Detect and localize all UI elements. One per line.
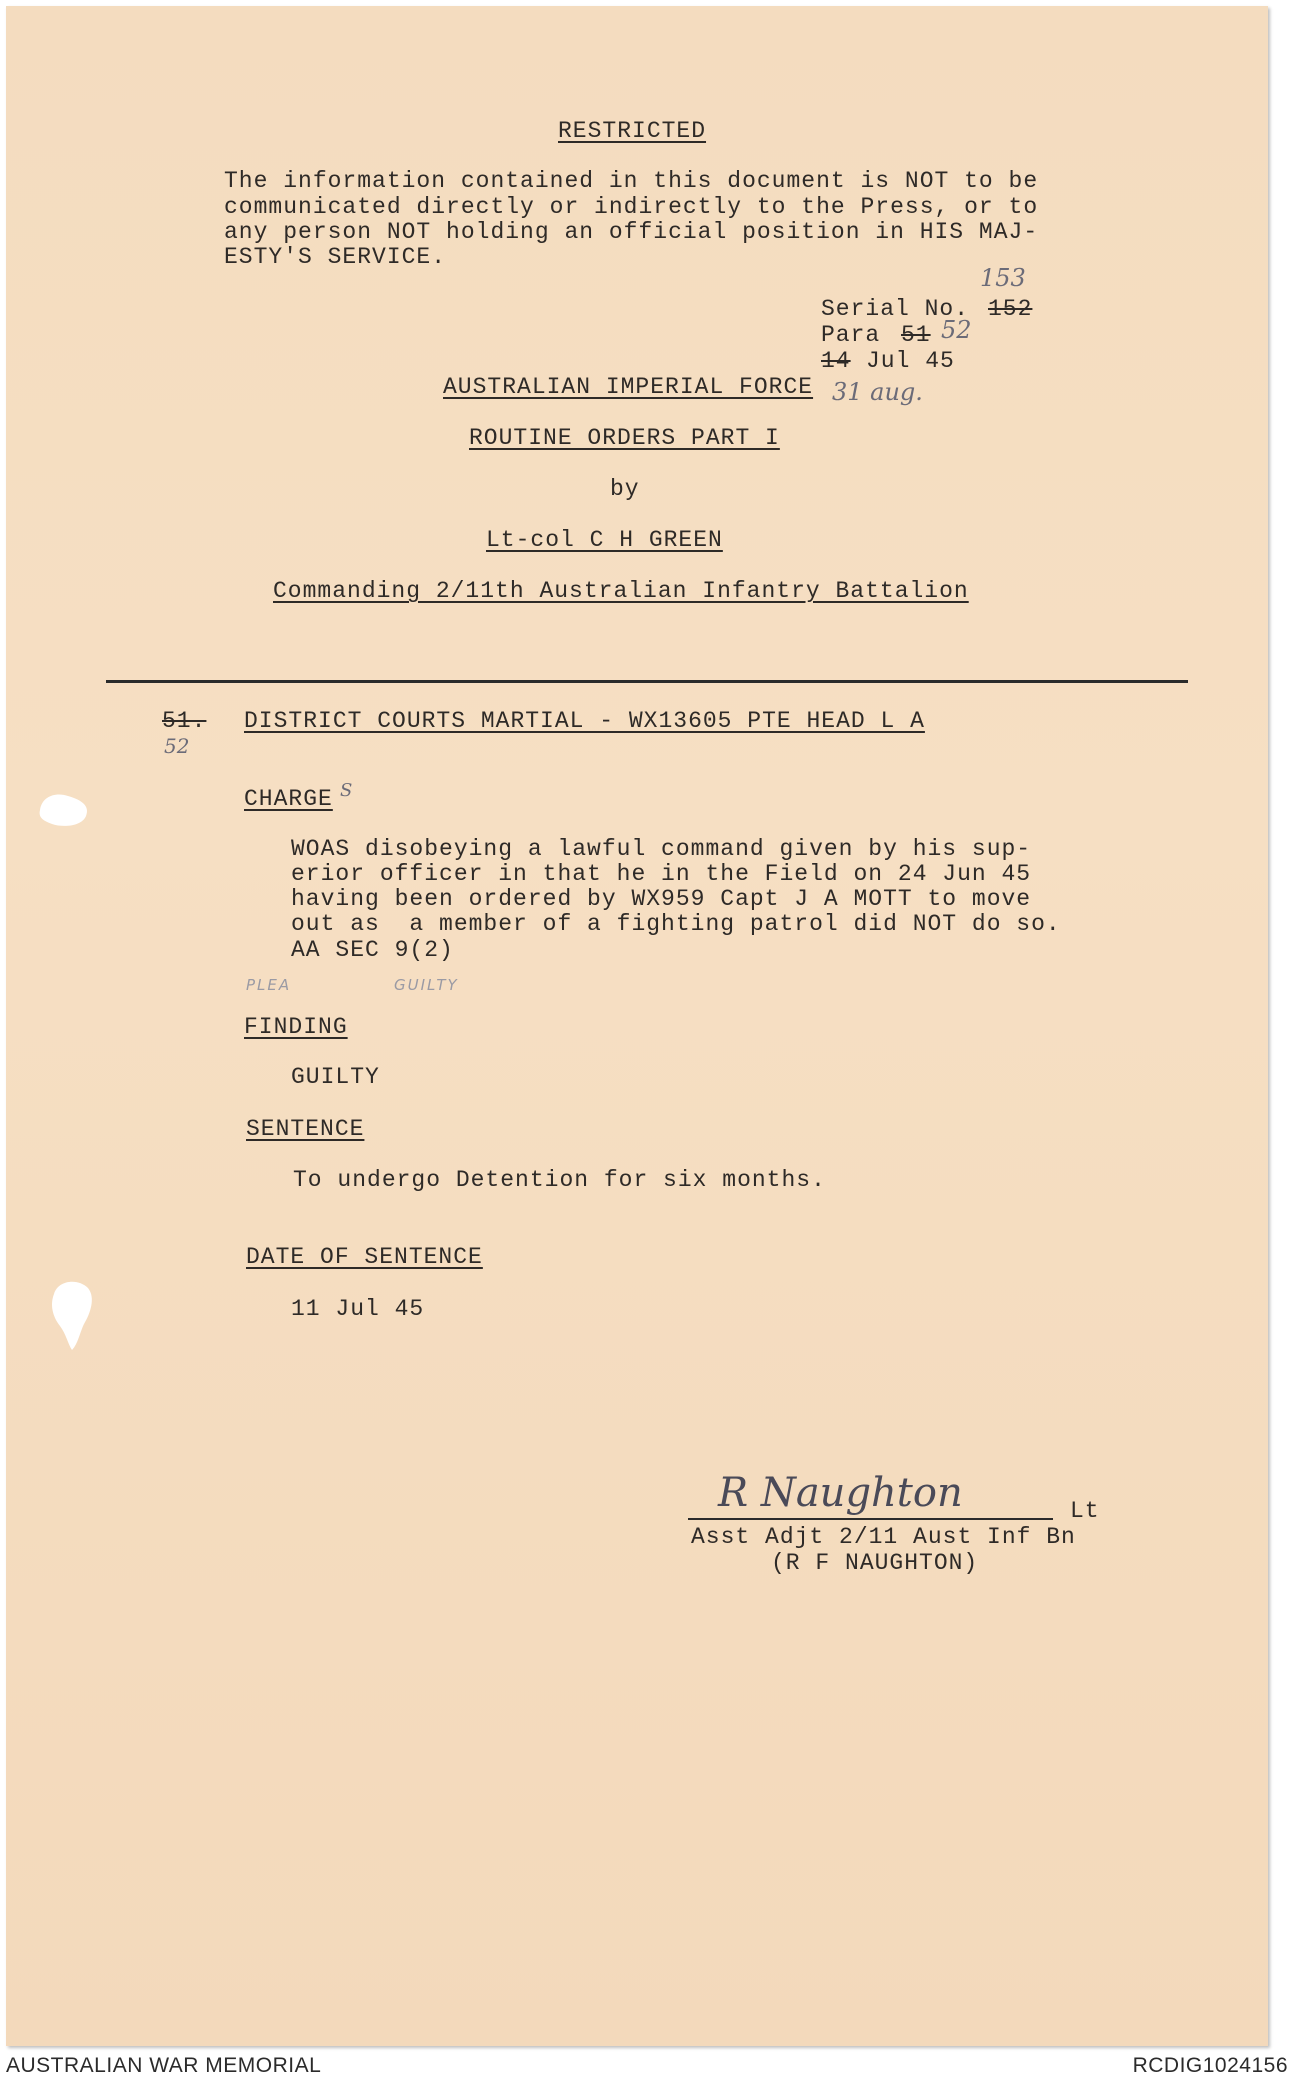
date-typed-day: 14 [821, 348, 851, 374]
charge-line: having been ordered by WX959 Capt J A MOTT to move [291, 886, 1032, 912]
date-of-sentence-heading: DATE OF SENTENCE [246, 1244, 483, 1270]
signature-rank: Lt [1070, 1498, 1100, 1524]
divider-rule [106, 680, 1188, 683]
charge-line: WOAS disobeying a lawful command given by his sup- [291, 836, 1032, 862]
footer-record-id: RCDIG1024156 [1132, 2054, 1288, 2077]
title-orders: ROUTINE ORDERS PART I [469, 425, 780, 451]
date-handwritten: 31 aug. [832, 378, 923, 406]
finding-value: GUILTY [291, 1064, 380, 1090]
plea-guilty-note: GUILTY [394, 976, 459, 994]
charge-line: erior officer in that he in the Field on 24 Jun 45 [291, 861, 1032, 887]
serial-label: Serial No. [821, 296, 970, 322]
para-handwritten: 52 [941, 316, 972, 344]
para-typed: 51 [901, 322, 931, 348]
serial-handwritten: 153 [980, 264, 1026, 292]
punch-hole-top [34, 788, 94, 832]
notice-line: any person NOT holding an official position in HIS MAJ- [224, 219, 1039, 245]
sentence-value: To undergo Detention for six months. [293, 1167, 826, 1193]
charge-line: out as a member of a fighting patrol did NOT do so. [291, 911, 1061, 937]
notice-line: ESTY'S SERVICE. [224, 244, 447, 270]
signature-line [688, 1518, 1053, 1520]
item-number-handwritten: 52 [164, 734, 190, 758]
title-force: AUSTRALIAN IMPERIAL FORCE [443, 374, 814, 400]
notice-line: communicated directly or indirectly to the Press, or to [224, 194, 1039, 220]
signature-name: (R F NAUGHTON) [771, 1550, 979, 1576]
para-label: Para [821, 322, 881, 348]
document-page [6, 6, 1268, 2046]
plea-note: PLEA [246, 976, 292, 994]
charge-line: AA SEC 9(2) [291, 937, 454, 963]
item-number-typed: 51. [162, 708, 207, 734]
signature-handwritten: R Naughton [718, 1470, 963, 1516]
notice-line: The information contained in this document is NOT to be [224, 168, 1039, 194]
footer-archive-name: AUSTRALIAN WAR MEMORIAL [6, 2054, 322, 2077]
restricted-heading: RESTRICTED [558, 118, 707, 144]
date-typed-rest: Jul 45 [866, 348, 955, 374]
punch-hole-bottom [44, 1274, 100, 1354]
date-of-sentence-value: 11 Jul 45 [291, 1296, 425, 1322]
title-by: by [610, 476, 640, 502]
item-heading: DISTRICT COURTS MARTIAL - WX13605 PTE HEAD L A [244, 708, 925, 734]
sentence-heading: SENTENCE [246, 1116, 365, 1142]
charge-heading-hand-suffix: S [340, 780, 353, 801]
title-battalion: Commanding 2/11th Australian Infantry Battalion [273, 578, 969, 604]
title-commander: Lt-col C H GREEN [486, 527, 723, 553]
finding-heading: FINDING [244, 1014, 348, 1040]
charge-heading: CHARGE [244, 786, 333, 812]
serial-typed: 152 [988, 296, 1033, 322]
signature-title: Asst Adjt 2/11 Aust Inf Bn [691, 1524, 1076, 1550]
